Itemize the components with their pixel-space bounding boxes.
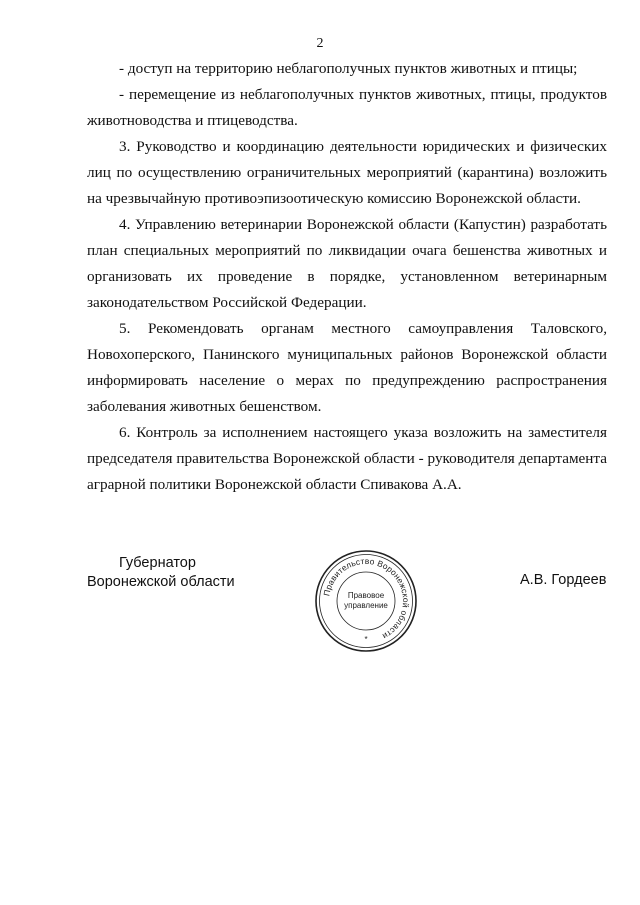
paragraph-4-veterinary-plan: 4. Управлению ветеринарии Воронежской области (Капустин) разработать план специальных мероприятий по ликвидации очага бешенства животных и организовать их проведение в порядке, установленном ветеринарным законодательством Российской Федерации. [87,216,607,311]
seal-center-line1: Правовое [347,591,385,600]
document-body [87,56,607,498]
seal-ring-text: Правительство Воронежской области [321,555,412,642]
paragraph-access-restriction: - доступ на территорию неблагополучных пунктов животных и птицы; [119,60,578,77]
signature-block [0,548,640,658]
paragraph-6-control: 6. Контроль за исполнением настоящего указа возложить на заместителя председателя правительства Воронежской области - руководителя департамента аграрной политики Воронежской области Спивакова А.А. [87,424,607,493]
official-seal-stamp [313,548,419,654]
signatory-title-line1: Губернатор [119,555,196,571]
paragraph-5-recommendation: 5. Рекомендовать органам местного самоуправления Таловского, Новохоперского, Панинского муниципальных районов Воронежской области информировать население о мерах по предупреждению распространения заболевания животных бешенством. [87,320,607,415]
seal-star: * [364,635,368,644]
page-number: 2 [316,36,324,51]
paragraph-movement-restriction: - перемещение из неблагополучных пунктов животных, птицы, продуктов животноводства и птицеводства. [87,86,607,129]
paragraph-3-coordination: 3. Руководство и координацию деятельности юридических и физических лиц по осуществлению ограничительных мероприятий (карантина) возложить на чрезвычайную противоэпизоотическую комиссию Воронежской области. [87,138,607,207]
signatory-title-line2: Воронежской области [87,574,235,590]
signatory-title [87,554,247,592]
signatory-name: А.В. Гордеев [520,572,607,588]
seal-center-line2: управление [344,601,388,610]
